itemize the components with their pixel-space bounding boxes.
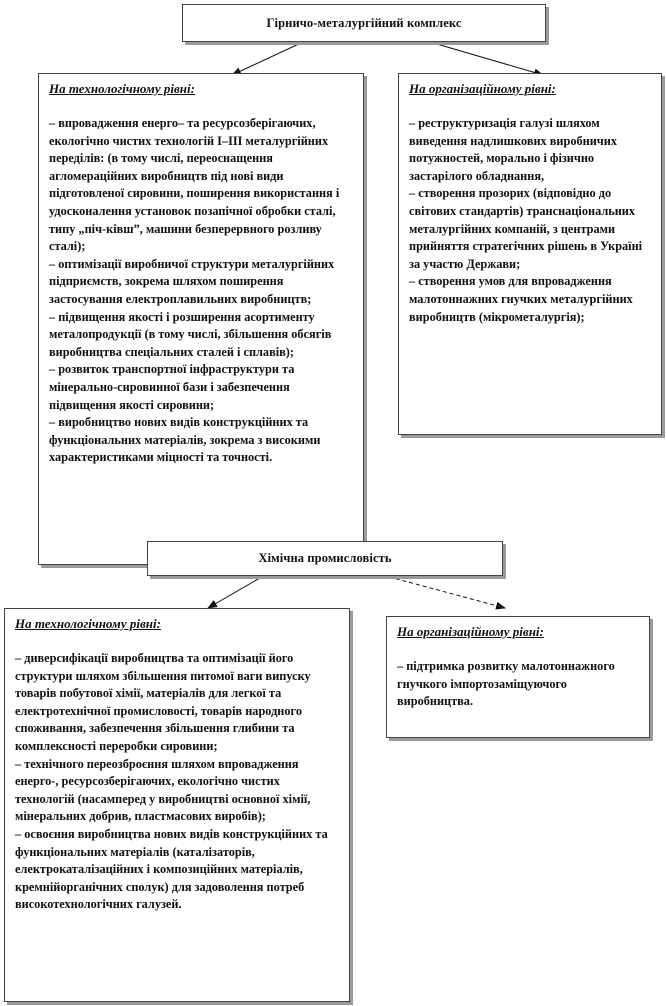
metallurgy-technological-box: [38, 73, 364, 565]
list-item: – підтримка розвитку малотоннажного гнучкого імпортозаміщуючого виробництва.: [397, 659, 615, 709]
chemistry-technological-heading: На технологічному рівні:: [15, 616, 161, 631]
list-item: – оптимізації виробничої структури металургійних підприємств, зокрема шляхом поширення застосування електроплавильних виробництв;: [49, 256, 335, 306]
list-item: – створення прозорих (відповідно до світових стандартів) транснаціональних металургійних компаній, з центрами прийняття стратегічних рішень в Україні за участю Держави;: [409, 186, 643, 271]
list-item: – підвищення якості і розширення асортименту металопродукції (в тому числі, збільшення обсягів виробництва спеціальних сталей і сплавів);: [49, 309, 332, 359]
list-item: – диверсифікації виробництва та оптимізації його структури шляхом збільшення питомої ваги випуску товарів побутової хімії, матеріалів для легкої та електротехнічної промисловості, товарів народного споживання, забезпечення збільшення глибини та комплексності переробки сировини;: [15, 651, 311, 753]
arrow-to-tech-chemistry: [208, 575, 265, 608]
arrow-to-org-chemistry: [382, 575, 505, 608]
metallurgy-title: Гірничо-металургійний комплекс: [266, 15, 462, 30]
metallurgy-organizational-heading: На організаційному рівні:: [409, 81, 556, 96]
chemistry-technological-box: [4, 608, 350, 1002]
list-item: – реструктуризація галузі шляхом виведення надлишкових виробничих потужностей, морально і фізично застарілого обладнання,: [409, 116, 617, 183]
chemistry-organizational-heading: На організаційному рівні:: [397, 624, 544, 639]
arrow-to-tech-metallurgy: [232, 42, 303, 75]
arrow-to-org-metallurgy: [430, 42, 543, 75]
list-item: – впровадження енерго– та ресурсозберігаючих, екологічно чистих технологій І–ІІІ металургійних переділів: (в тому числі, переоснащення агломераційних виробництв під нові види підготовленої сировини, поширення використання і удосконалення установок позапічної обробки сталі, типу „піч-ківш”, машини безперервного розливу сталі);: [49, 116, 340, 254]
chemistry-title: Хімічна промисловість: [258, 551, 392, 565]
metallurgy-organizational-box: [398, 73, 662, 435]
list-item: – технічного переозброєння шляхом впровадження енерго-, ресурсозберігаючих, екологічно чистих технологій (насамперед у виробництві основної хімії, мінеральних добрив, пластмасових виробів);: [15, 756, 311, 824]
chemistry-organizational-box: [386, 616, 650, 738]
metallurgy-title-box: [182, 4, 546, 42]
list-item: – створення умов для впровадження малотоннажних гнучких металургійних виробництв (мікрометалургія);: [409, 274, 633, 324]
list-item: – розвиток транспортної інфраструктури та мінерально-сировинної бази і забезпечення підвищення якості сировини;: [49, 362, 295, 412]
metallurgy-technological-heading: На технологічному рівні:: [49, 81, 195, 96]
list-item: – освоєння виробництва нових видів конструкційних та функціональних матеріалів (каталізаторів, електрокаталізаційних і композиційних матеріалів, кремнійорганічних сполук) для задоволення потреб високотехнологічних галузей.: [15, 826, 328, 912]
list-item: – виробництво нових видів конструкційних та функціональних матеріалів, зокрема з високими характеристиками міцності та точності.: [49, 415, 321, 465]
chemistry-title-box: [147, 541, 503, 576]
